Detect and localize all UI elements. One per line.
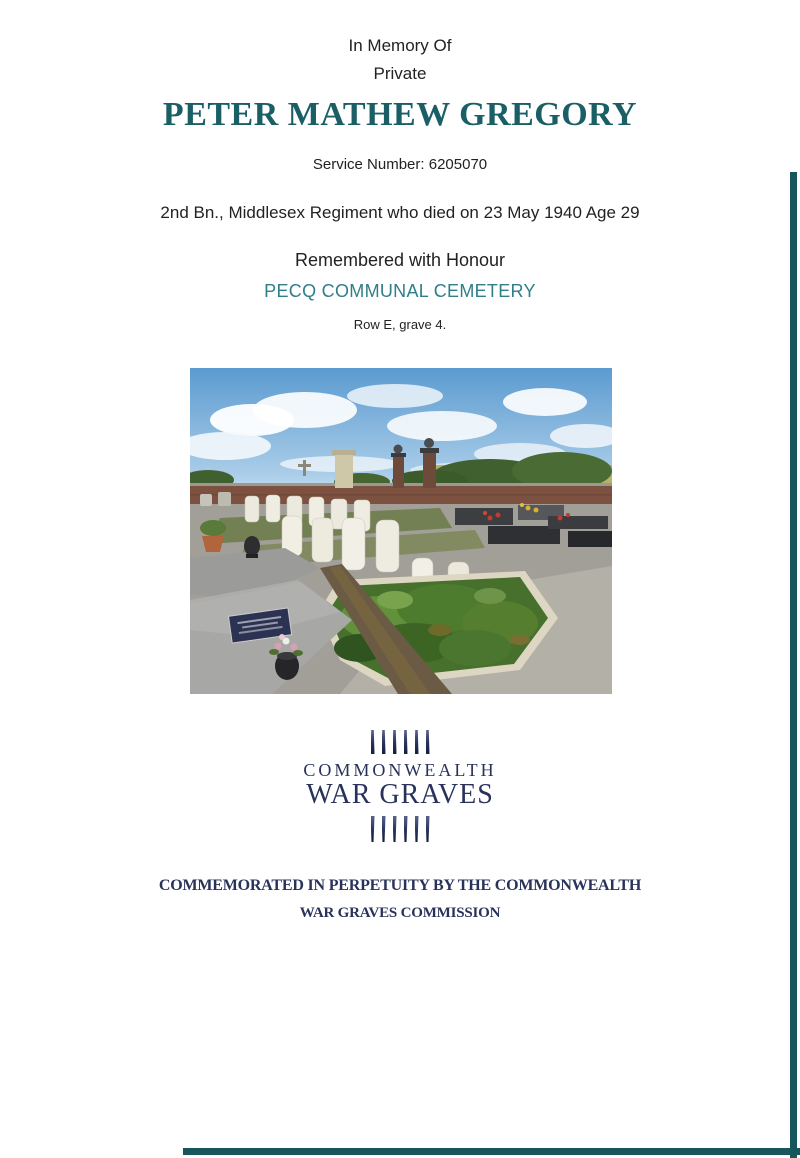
honour-line: Remembered with Honour (294, 250, 506, 270)
logo-bar (382, 816, 386, 842)
unit-and-death-line: 2nd Bn., Middlesex Regiment who died on 23 May 1940 Age 29 (160, 203, 640, 222)
service-number: Service Number: 6205070 (312, 156, 488, 173)
commemoration-line-2: WAR GRAVES COMMISSION (299, 905, 501, 921)
logo-bar (371, 730, 375, 754)
logo-bar (382, 730, 386, 754)
cwgc-logo-bars-top (0, 728, 800, 754)
cemetery-photo (190, 368, 612, 694)
horizontal-scrollbar-thumb[interactable] (183, 1148, 800, 1155)
casualty-name: PETER MATHEW GREGORY (162, 96, 638, 133)
logo-bar (415, 816, 419, 842)
cwgc-logo-text-commonwealth: COMMONWEALTH (303, 760, 497, 780)
cemetery-name: PECQ COMMUNAL CEMETERY (264, 281, 536, 301)
dedication-line: In Memory Of (348, 36, 452, 55)
grave-reference: Row E, grave 4. (353, 317, 447, 332)
logo-bar (415, 730, 419, 754)
vertical-scrollbar-thumb[interactable] (790, 172, 797, 1158)
logo-bar (426, 730, 430, 754)
logo-bar (393, 816, 397, 842)
cwgc-logo-bars-bottom (0, 816, 800, 842)
rank-line: Private (373, 64, 427, 83)
commemoration-line-1: COMMEMORATED IN PERPETUITY BY THE COMMONWEALTH (158, 877, 642, 894)
logo-bar (393, 730, 397, 754)
cwgc-logo (0, 728, 800, 842)
logo-bar (426, 816, 430, 842)
cwgc-logo-text-war-graves: WAR GRAVES (306, 779, 494, 810)
logo-bar (404, 816, 408, 842)
logo-bar (371, 816, 375, 842)
logo-bar (404, 730, 408, 754)
